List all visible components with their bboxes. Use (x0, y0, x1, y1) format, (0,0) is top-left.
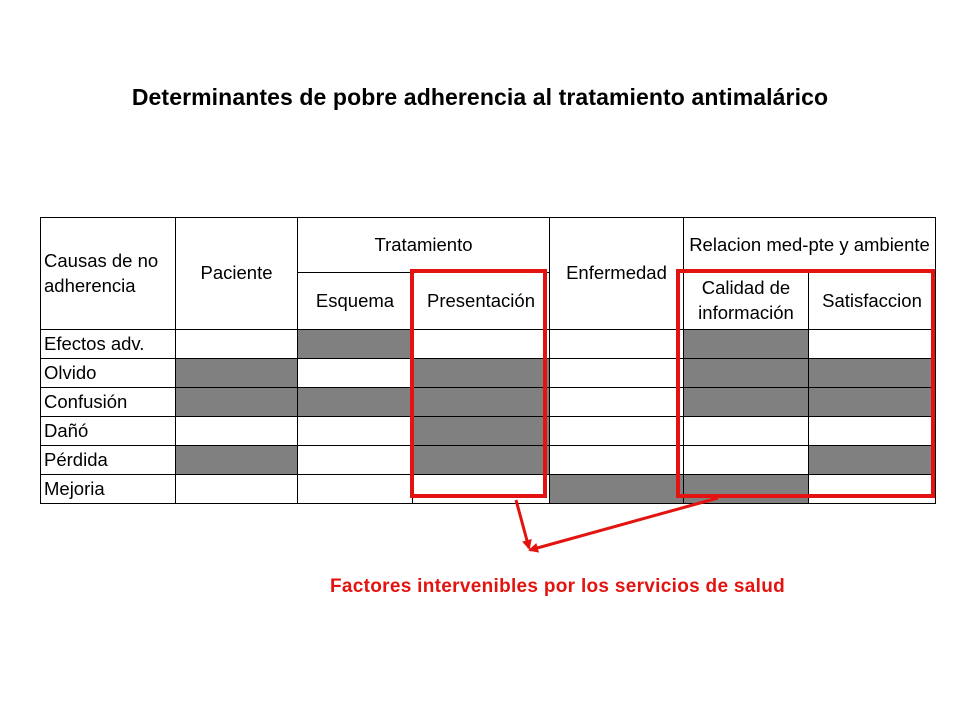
arrow-from-relacion (530, 498, 718, 550)
row-label: Efectos adv. (41, 330, 176, 359)
header-esquema: Esquema (298, 273, 413, 330)
header-relacion: Relacion med-pte y ambiente (684, 218, 936, 273)
row-label: Confusión (41, 388, 176, 417)
header-enfermedad: Enfermedad (550, 218, 684, 330)
page-title: Determinantes de pobre adherencia al tratamiento antimalárico (131, 84, 829, 110)
row-label: Pérdida (41, 446, 176, 475)
row-label: Mejoria (41, 475, 176, 504)
row-label: Dañó (41, 417, 176, 446)
header-calidad: Calidad de información (684, 273, 809, 330)
callout-text: Factores intervenibles por los servicios de salud (330, 576, 786, 597)
header-satisfaccion: Satisfaccion (809, 273, 936, 330)
header-tratamiento: Tratamiento (298, 218, 550, 273)
arrow-from-presentacion (516, 500, 529, 548)
header-presentacion: Presentación (413, 273, 550, 330)
row-label: Olvido (41, 359, 176, 388)
header-causas: Causas de no adherencia (41, 218, 176, 330)
header-paciente: Paciente (176, 218, 298, 330)
